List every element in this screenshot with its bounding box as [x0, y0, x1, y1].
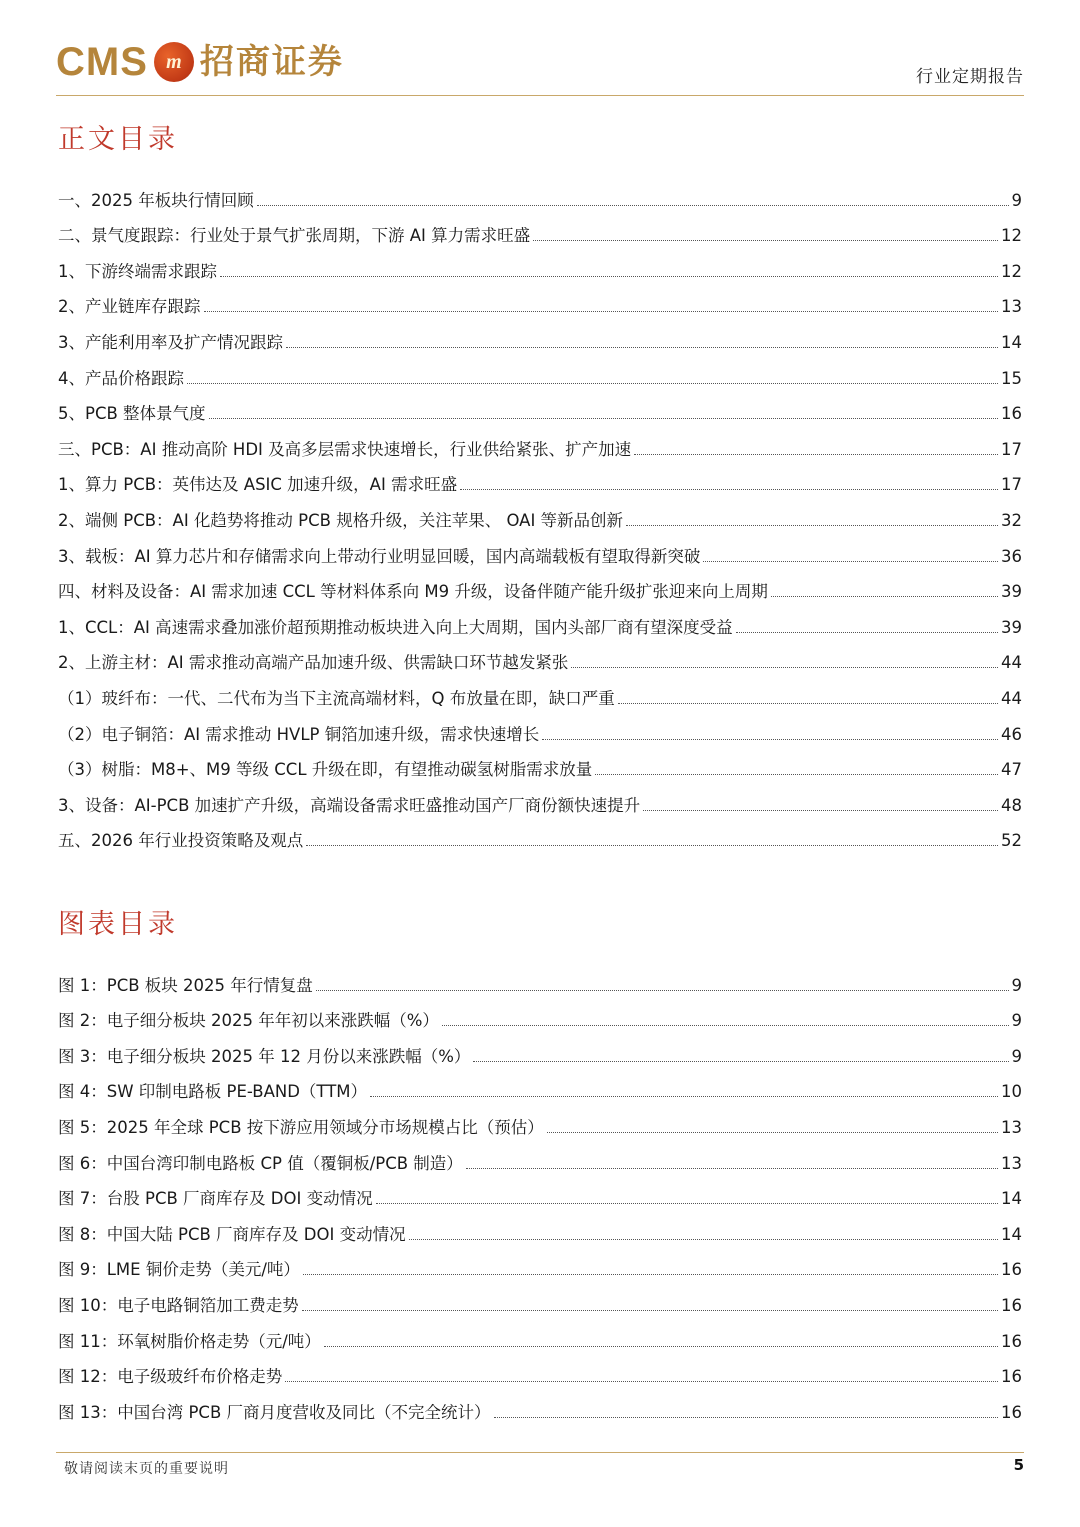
- toc-entry-page-number: 17: [1001, 439, 1022, 459]
- toc-entry-page-number: 36: [1001, 546, 1022, 566]
- toc-entry[interactable]: [58, 425, 1022, 461]
- footer-divider: [56, 1452, 1024, 1453]
- toc-entry-page-number: 12: [1001, 261, 1022, 281]
- toc-entry-page-number: 44: [1001, 688, 1022, 708]
- dot-leader: [703, 561, 998, 562]
- toc-list: [58, 176, 1022, 852]
- figure-entry-label: 图 12：电子级玻纤布价格走势: [58, 1367, 283, 1387]
- toc-entry-page-number: 12: [1001, 226, 1022, 246]
- toc-entry-label: 3、载板：AI 算力芯片和存储需求向上带动行业明显回暖，国内高端载板有望取得新突破: [58, 546, 701, 566]
- dot-leader: [187, 383, 998, 384]
- toc-entry-page-number: 17: [1001, 475, 1022, 495]
- toc-entry-page-number: 13: [1001, 297, 1022, 317]
- toc-entry-page-number: 47: [1001, 760, 1022, 780]
- figure-entry-label: 图 6：中国台湾印制电路板 CP 值（覆铜板/PCB 制造）: [58, 1153, 463, 1173]
- toc-entry-label: 1、算力 PCB：英伟达及 ASIC 加速升级，AI 需求旺盛: [58, 475, 458, 495]
- figure-entry-label: 图 13：中国台湾 PCB 厂商月度营收及同比（不完全统计）: [58, 1402, 491, 1422]
- figure-entry[interactable]: [58, 1139, 1022, 1175]
- dot-leader: [533, 240, 998, 241]
- toc-entry[interactable]: [58, 390, 1022, 426]
- figure-entry-page-number: 9: [1011, 1011, 1022, 1031]
- toc-entry-label: 3、产能利用率及扩产情况跟踪: [58, 332, 283, 352]
- figure-entry[interactable]: [58, 961, 1022, 997]
- figure-entry-page-number: 14: [1001, 1224, 1022, 1244]
- toc-entry-label: 一、2025 年板块行情回顾: [58, 190, 254, 210]
- toc-entry-page-number: 15: [1001, 368, 1022, 388]
- figure-entry[interactable]: [58, 1068, 1022, 1104]
- header-divider: [56, 95, 1024, 96]
- figure-entry-page-number: 9: [1011, 975, 1022, 995]
- toc-entry[interactable]: [58, 674, 1022, 710]
- toc-entry-label: （3）树脂：M8+、M9 等级 CCL 升级在即，有望推动碳氢树脂需求放量: [58, 760, 593, 780]
- dot-leader: [466, 1168, 998, 1169]
- dot-leader: [303, 1274, 998, 1275]
- figures-list: [58, 961, 1022, 1424]
- dot-leader: [442, 1025, 1009, 1026]
- toc-entry-page-number: 44: [1001, 653, 1022, 673]
- toc-entry-label: 2、产业链库存跟踪: [58, 297, 201, 317]
- figure-entry-label: 图 2：电子细分板块 2025 年年初以来涨跌幅（%）: [58, 1011, 439, 1031]
- cms-logo: [56, 38, 344, 86]
- figure-entry[interactable]: [58, 1246, 1022, 1282]
- logo-emblem-icon: m: [154, 42, 194, 82]
- toc-entry-page-number: 9: [1011, 190, 1022, 210]
- dot-leader: [626, 525, 998, 526]
- figures-title: 图表目录: [58, 909, 178, 940]
- dot-leader: [257, 205, 1009, 206]
- figure-entry-label: 图 7：台股 PCB 厂商库存及 DOI 变动情况: [58, 1189, 373, 1209]
- figure-entry[interactable]: [58, 1388, 1022, 1424]
- figure-entry-page-number: 9: [1011, 1046, 1022, 1066]
- toc-entry-page-number: 52: [1001, 831, 1022, 851]
- figure-entry[interactable]: [58, 1175, 1022, 1211]
- figure-entry-label: 图 10：电子电路铜箔加工费走势: [58, 1295, 299, 1315]
- figure-entry-label: 图 8：中国大陆 PCB 厂商库存及 DOI 变动情况: [58, 1224, 406, 1244]
- figure-entry[interactable]: [58, 1281, 1022, 1317]
- figure-entry-page-number: 16: [1001, 1367, 1022, 1387]
- figure-entry-page-number: 10: [1001, 1082, 1022, 1102]
- toc-entry-page-number: 14: [1001, 332, 1022, 352]
- dot-leader: [286, 347, 998, 348]
- toc-entry-label: 3、设备：AI-PCB 加速扩产升级，高端设备需求旺盛推动国产厂商份额快速提升: [58, 795, 641, 815]
- dot-leader: [204, 311, 999, 312]
- figure-entry[interactable]: [58, 1103, 1022, 1139]
- toc-entry-label: 五、2026 年行业投资策略及观点: [58, 831, 304, 851]
- dot-leader: [542, 739, 998, 740]
- toc-entry-label: （2）电子铜箔：AI 需求推动 HVLP 铜箔加速升级，需求快速增长: [58, 724, 540, 744]
- toc-title: 正文目录: [58, 124, 178, 155]
- figure-entry[interactable]: [58, 1353, 1022, 1389]
- figure-entry-page-number: 13: [1001, 1153, 1022, 1173]
- figure-entry-label: 图 3：电子细分板块 2025 年 12 月份以来涨跌幅（%）: [58, 1046, 471, 1066]
- dot-leader: [302, 1310, 998, 1311]
- figure-entry-label: 图 11：环氧树脂价格走势（元/吨）: [58, 1331, 321, 1351]
- figure-entry[interactable]: [58, 997, 1022, 1033]
- toc-entry-label: （1）玻纤布：一代、二代布为当下主流高端材料，Q 布放量在即，缺口严重: [58, 688, 615, 708]
- toc-entry[interactable]: [58, 603, 1022, 639]
- figure-entry[interactable]: [58, 1317, 1022, 1353]
- toc-entry-label: 二、景气度跟踪：行业处于景气扩张周期，下游 AI 算力需求旺盛: [58, 226, 531, 246]
- dot-leader: [643, 810, 998, 811]
- dot-leader: [285, 1381, 998, 1382]
- toc-entry[interactable]: [58, 354, 1022, 390]
- figure-entry-page-number: 14: [1001, 1189, 1022, 1209]
- dot-leader: [618, 703, 998, 704]
- dot-leader: [370, 1096, 998, 1097]
- toc-entry-page-number: 16: [1001, 404, 1022, 424]
- dot-leader: [494, 1417, 998, 1418]
- page-header: [0, 0, 1080, 100]
- toc-entry-label: 1、下游终端需求跟踪: [58, 261, 217, 281]
- figure-entry-page-number: 16: [1001, 1331, 1022, 1351]
- dot-leader: [571, 667, 998, 668]
- toc-entry[interactable]: [58, 176, 1022, 212]
- dot-leader: [547, 1132, 998, 1133]
- toc-entry[interactable]: [58, 318, 1022, 354]
- figure-entry-page-number: 16: [1001, 1402, 1022, 1422]
- toc-entry[interactable]: [58, 746, 1022, 782]
- logo-chinese-text: 招商证券: [199, 42, 344, 82]
- dot-leader: [316, 990, 1009, 991]
- toc-entry-label: 2、端侧 PCB：AI 化趋势将推动 PCB 规格升级，关注苹果、 OAI 等新品创新: [58, 510, 624, 530]
- figure-entry[interactable]: [58, 1210, 1022, 1246]
- toc-entry-page-number: 39: [1001, 582, 1022, 602]
- figure-entry-page-number: 13: [1001, 1117, 1022, 1137]
- toc-entry[interactable]: [58, 532, 1022, 568]
- toc-entry[interactable]: [58, 781, 1022, 817]
- dot-leader: [771, 596, 998, 597]
- figure-entry-label: 图 5：2025 年全球 PCB 按下游应用领域分市场规模占比（预估）: [58, 1117, 544, 1137]
- toc-entry-page-number: 48: [1001, 795, 1022, 815]
- toc-entry[interactable]: [58, 461, 1022, 497]
- toc-entry[interactable]: [58, 212, 1022, 248]
- toc-entry-label: 4、产品价格跟踪: [58, 368, 184, 388]
- figure-entry-label: 图 9：LME 铜价走势（美元/吨）: [58, 1260, 300, 1280]
- toc-entry[interactable]: [58, 710, 1022, 746]
- toc-entry[interactable]: [58, 496, 1022, 532]
- toc-entry[interactable]: [58, 247, 1022, 283]
- dot-leader: [209, 418, 998, 419]
- toc-entry[interactable]: [58, 283, 1022, 319]
- toc-entry-page-number: 46: [1001, 724, 1022, 744]
- toc-entry-label: 2、上游主材：AI 需求推动高端产品加速升级、供需缺口环节越发紧张: [58, 653, 569, 673]
- toc-entry-label: 四、材料及设备：AI 需求加速 CCL 等材料体系向 M9 升级，设备伴随产能升级扩张迎来向上周期: [58, 582, 768, 602]
- toc-entry-label: 三、PCB：AI 推动高阶 HDI 及高多层需求快速增长，行业供给紧张、扩产加速: [58, 439, 632, 459]
- toc-entry[interactable]: [58, 639, 1022, 675]
- dot-leader: [473, 1061, 1008, 1062]
- dot-leader: [306, 845, 998, 846]
- footer-note: 敬请阅读末页的重要说明: [64, 1461, 229, 1477]
- figure-entry-label: 图 4：SW 印制电路板 PE-BAND（TTM）: [58, 1082, 368, 1102]
- toc-entry-label: 1、CCL：AI 高速需求叠加涨价超预期推动板块进入向上大周期，国内头部厂商有望深度受益: [58, 617, 733, 637]
- dot-leader: [736, 632, 998, 633]
- logo-latin-text: CMS: [56, 40, 148, 84]
- dot-leader: [324, 1346, 998, 1347]
- figure-entry-page-number: 16: [1001, 1295, 1022, 1315]
- dot-leader: [634, 454, 998, 455]
- page-number: 5: [1013, 1456, 1024, 1474]
- report-type-label: 行业定期报告: [916, 67, 1024, 87]
- dot-leader: [460, 489, 998, 490]
- figure-entry[interactable]: [58, 1032, 1022, 1068]
- toc-entry[interactable]: [58, 568, 1022, 604]
- dot-leader: [409, 1239, 998, 1240]
- toc-entry[interactable]: [58, 817, 1022, 853]
- dot-leader: [220, 276, 998, 277]
- dot-leader: [595, 774, 998, 775]
- dot-leader: [376, 1203, 998, 1204]
- toc-entry-page-number: 39: [1001, 617, 1022, 637]
- toc-entry-page-number: 32: [1001, 510, 1022, 530]
- figure-entry-page-number: 16: [1001, 1260, 1022, 1280]
- figure-entry-label: 图 1：PCB 板块 2025 年行情复盘: [58, 975, 313, 995]
- toc-entry-label: 5、PCB 整体景气度: [58, 404, 206, 424]
